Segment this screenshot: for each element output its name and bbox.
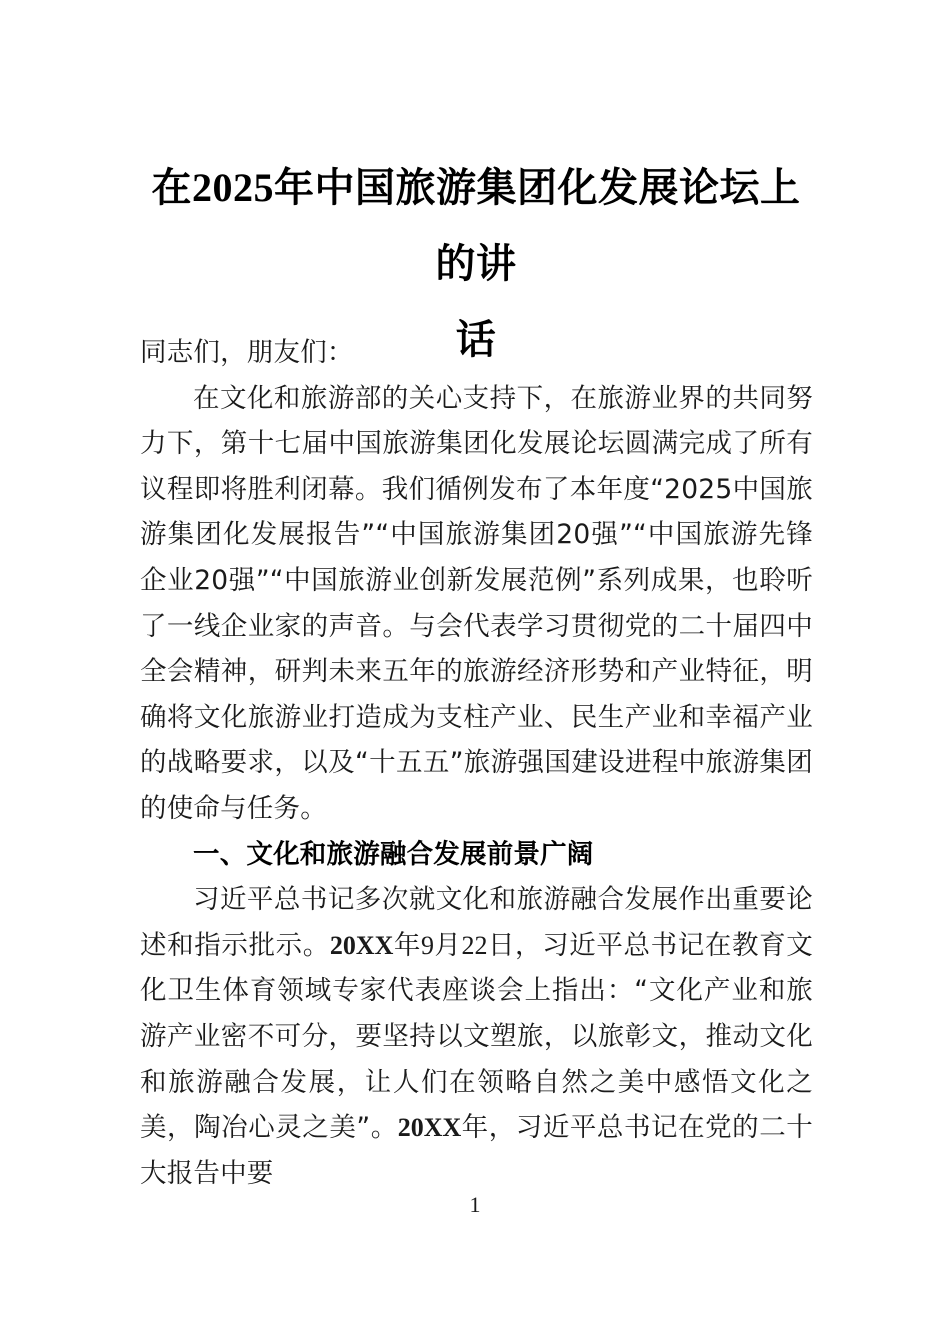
paragraph-2-text-e: 年，习近平总书记在党的二十大报告中要 bbox=[140, 1112, 813, 1189]
page-title-line-2: 话 bbox=[455, 317, 497, 362]
paragraph-2-year-2: 20XX bbox=[397, 1113, 462, 1143]
paragraph-2-day: 22 bbox=[461, 930, 488, 960]
paragraph-2-month: 9 bbox=[420, 930, 434, 960]
paragraph-2-text-a: 习近平总书记多次就文化和旅游融合发展作出重要论述和指示批示。 bbox=[140, 884, 813, 961]
paragraph-2-year-1: 20XX bbox=[329, 930, 394, 960]
paragraph-2 bbox=[140, 877, 813, 1196]
document-body bbox=[140, 330, 813, 1196]
section-heading-1: 一、文化和旅游融合发展前景广阔 bbox=[193, 838, 594, 870]
paragraph-2-text-d: 日，习近平总书记在教育文化卫生体育领域专家代表座谈会上指出：“文化产业和旅游产业密不可分，要坚持以文塑旅，以旅彰文，推动文化和旅游融合发展，让人们在领略自然之美中感悟文化之美，陶冶心灵之美”。 bbox=[140, 929, 813, 1144]
page-number: 1 bbox=[469, 1192, 481, 1217]
page-title-line-1: 在2025年中国旅游集团化发展论坛上的讲 bbox=[151, 165, 801, 286]
paragraph-2-text-c: 月 bbox=[433, 929, 462, 961]
paragraph-1: 在文化和旅游部的关心支持下，在旅游业界的共同努力下，第十七届中国旅游集团化发展论坛圆满完成了所有议程即将胜利闭幕。我们循例发布了本年度“2025中国旅游集团化发展报告”“中国旅游集团20强”“中国旅游先锋企业20强”“中国旅游业创新发展范例”系列成果，也聆听了一线企业家的声音。与会代表学习贯彻党的二十届四中全会精神，研判未来五年的旅游经济形势和产业特征，明确将文化旅游业打造成为支柱产业、民生产业和幸福产业的战略要求，以及“十五五”旅游强国建设进程中旅游集团的使命与任务。 bbox=[140, 382, 813, 824]
paragraph-2-text-b: 年 bbox=[393, 929, 421, 961]
salutation: 同志们，朋友们： bbox=[140, 337, 354, 368]
